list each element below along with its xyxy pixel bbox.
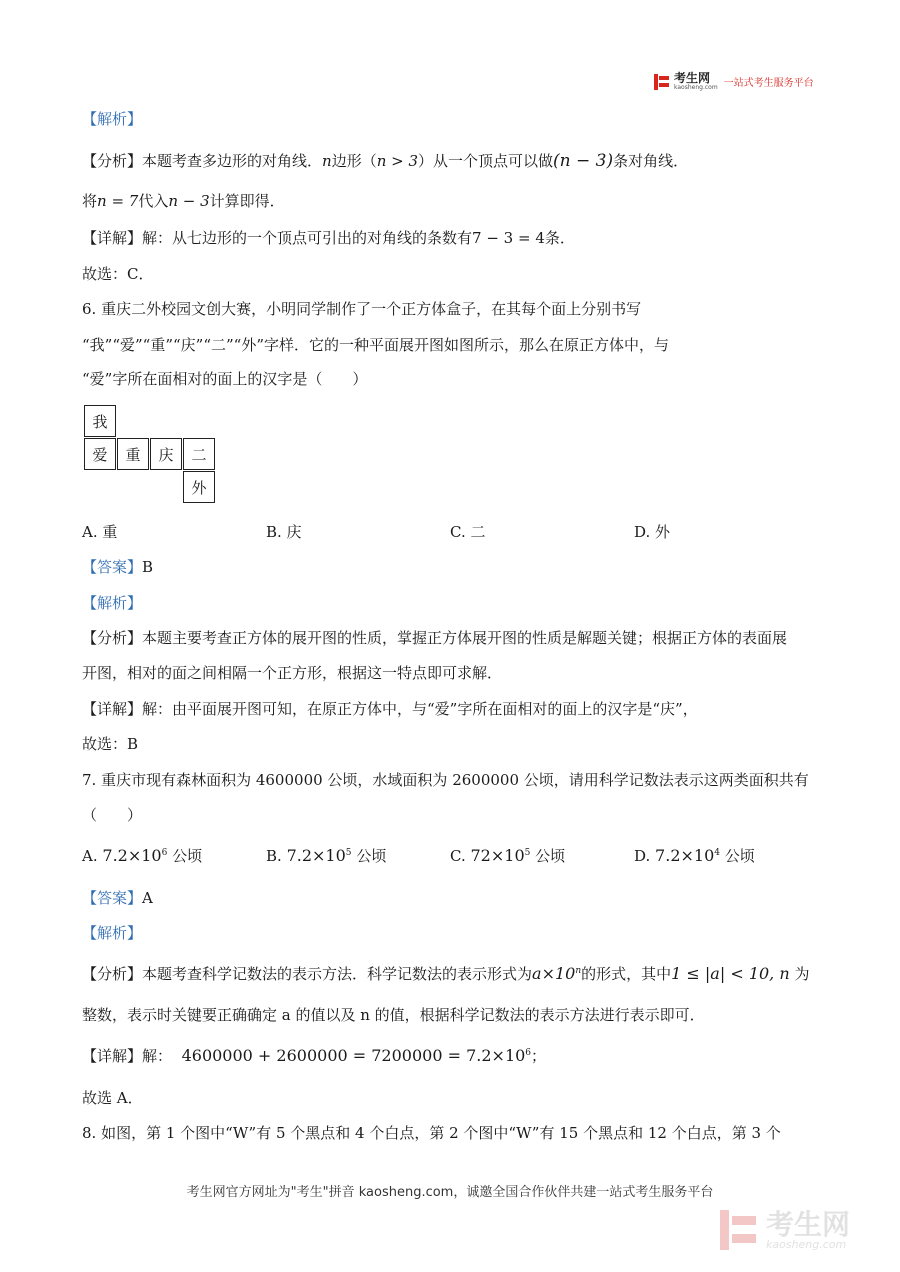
q7-option-d-label: D.	[634, 847, 651, 865]
q7-option-b-base: 7.2×10	[286, 846, 346, 865]
logo-name: 考生网	[674, 71, 711, 85]
watermark-domain: kaosheng.com	[766, 1237, 847, 1251]
q5-fenxi-text-a: 本题考查多边形的对角线．	[142, 152, 323, 170]
q6-detail-text: 解：由平面展开图可知，在原正方体中，与“爱”字所在面相对的面上的汉字是“庆”，	[142, 700, 698, 718]
q5-detail-tag: 【详解】	[82, 229, 143, 247]
q7-option-d	[634, 845, 755, 867]
net-cell-ai: 爱	[84, 438, 116, 470]
q7-option-b-exp: 5	[345, 848, 352, 858]
q7-fenxi-range: 1 ≤ |a| < 10, n	[671, 964, 790, 983]
q6-fenxi-line1-text: 本题主要考查正方体的展开图的性质，掌握正方体展开图的性质是解题关键；根据正方体的表面展	[142, 629, 788, 647]
q5-fenxi-expr: (n − 3)	[553, 151, 614, 171]
watermark-logo-icon	[716, 1208, 760, 1252]
q7-option-b	[266, 845, 386, 867]
q7-answer-tag: 【答案】	[82, 889, 143, 907]
logo-domain: kaosheng.com	[674, 84, 718, 91]
q7-stem-line1: 7. 重庆市现有森林面积为 4600000 公顷，水域面积为 2600000 公顷，请用科学记数法表示这两类面积共有	[82, 771, 809, 789]
q7-option-d-unit: 公顷	[724, 847, 755, 865]
q7-option-d-exp: 4	[714, 848, 720, 858]
q6-stem-line3: “爱”字所在面相对的面上的汉字是（ ）	[82, 370, 368, 388]
q6-answer-tag: 【答案】	[82, 558, 143, 576]
q7-option-d-base: 7.2×10	[655, 846, 715, 865]
q7-option-a-base: 7.2×10	[102, 846, 162, 865]
q6-option-a: A. 重	[82, 523, 118, 541]
net-cell-er: 二	[183, 438, 215, 470]
q5-line2-a: 将	[82, 192, 98, 210]
q5-analysis-tag: 【解析】	[82, 110, 143, 128]
header-slogan: 一站式考生服务平台	[723, 78, 814, 89]
q7-option-a-unit: 公顷	[172, 847, 203, 865]
q5-line2-eq: n = 7	[97, 192, 139, 210]
q7-detail	[82, 1045, 546, 1067]
q5-fenxi-tag: 【分析】	[82, 152, 143, 170]
q7-option-c-exp: 5	[524, 848, 531, 858]
q6-answer	[82, 556, 153, 578]
q7-detail-tag: 【详解】	[82, 1047, 143, 1065]
q6-option-c: C. 二	[450, 523, 486, 541]
q7-fenxi-form-base: a×10	[532, 964, 576, 983]
net-cell-wo: 我	[84, 405, 116, 437]
kaosheng-logo-icon	[652, 73, 670, 91]
q6-choice: 故选：B	[82, 735, 139, 753]
q6-option-b: B. 庆	[266, 523, 302, 541]
q7-option-a-exp: 6	[161, 848, 168, 858]
q5-fenxi-cond: n > 3	[376, 152, 419, 170]
watermark-logo	[716, 1208, 850, 1252]
q7-option-c-label: C.	[450, 847, 466, 865]
q7-option-c	[450, 845, 565, 867]
q5-line2-c: 计算即得．	[209, 192, 285, 210]
q7-option-c-base: 72×10	[470, 846, 525, 865]
q6-fenxi-tag: 【分析】	[82, 629, 143, 647]
q7-detail-a: 解：	[142, 1047, 173, 1065]
q6-option-d: D. 外	[634, 523, 671, 541]
q7-option-c-unit: 公顷	[535, 847, 566, 865]
q6-detail-tag: 【详解】	[82, 700, 143, 718]
q5-fenxi-text-b: 边形（	[331, 152, 377, 170]
q7-option-a-label: A.	[82, 847, 98, 865]
q7-option-a	[82, 845, 202, 867]
net-cell-zhong: 重	[117, 438, 149, 470]
q5-detail-text: 解：从七边形的一个顶点可引出的对角线的条数有	[142, 229, 473, 247]
watermark-name: 考生网	[766, 1207, 851, 1241]
q7-fenxi-a: 本题考查科学记数法的表示方法．科学记数法的表示形式为	[142, 965, 533, 983]
q5-fenxi	[82, 150, 688, 172]
q7-fenxi-form-exp: n	[575, 966, 582, 976]
q7-option-b-unit: 公顷	[356, 847, 387, 865]
q5-fenxi-text-d: 条对角线．	[613, 152, 689, 170]
q7-choice: 故选 A．	[82, 1089, 143, 1107]
q5-choice: 故选：C．	[82, 265, 154, 283]
q8-stem-line1: 8. 如图，第 1 个图中“W”有 5 个黑点和 4 个白点，第 2 个图中“W”有 15 个黑点和 12 个白点，第 3 个	[82, 1124, 781, 1142]
q7-stem-line2: （ ）	[82, 806, 143, 824]
q7-answer-value: A	[142, 889, 153, 907]
q6-fenxi-line2: 开图，相对的面之间相隔一个正方形，根据这一特点即可求解．	[82, 664, 503, 682]
q5-line2-expr: n − 3	[168, 192, 210, 210]
net-cell-wai: 外	[183, 471, 215, 503]
q5-detail-expr: 7 − 3 = 4	[472, 229, 545, 247]
q6-answer-value: B	[142, 558, 154, 576]
q7-fenxi-tag: 【分析】	[82, 965, 143, 983]
q7-analysis-tag: 【解析】	[82, 924, 143, 942]
q6-detail	[82, 698, 698, 720]
q6-stem-line1: 6. 重庆二外校园文创大赛，小明同学制作了一个正方体盒子，在其每个面上分别书写	[82, 300, 642, 318]
q7-fenxi-c: 为	[794, 965, 810, 983]
q5-detail-end: 条．	[544, 229, 575, 247]
q7-detail-end: ；	[531, 1047, 547, 1065]
q5-line2	[82, 190, 285, 212]
q7-detail-exp: 6	[525, 1048, 532, 1058]
q7-fenxi-line1	[82, 963, 809, 985]
net-cell-qing: 庆	[150, 438, 182, 470]
q6-fenxi-line1	[82, 627, 787, 649]
page-footer: 考生网官方网址为"考生"拼音 kaosheng.com，诚邀全国合作伙伴共建一站式考生服务平台	[186, 1185, 714, 1200]
q7-fenxi-line2: 整数，表示时关键要正确确定 a 的值以及 n 的值，根据科学记数法的表示方法进行表示即可．	[82, 1006, 705, 1024]
q7-fenxi-b: 的形式，其中	[581, 965, 672, 983]
q5-fenxi-n: n	[322, 152, 332, 170]
q7-option-b-label: B.	[266, 847, 282, 865]
q7-answer	[82, 887, 153, 909]
q5-detail	[82, 227, 575, 249]
q5-fenxi-text-c: ）从一个顶点可以做	[418, 152, 554, 170]
q7-detail-expr: 4600000 + 2600000 = 7200000 = 7.2×10	[181, 1046, 526, 1065]
q6-analysis-tag: 【解析】	[82, 594, 143, 612]
header-logo	[652, 72, 814, 91]
q5-line2-b: 代入	[138, 192, 169, 210]
q6-stem-line2: “我”“爱”“重”“庆”“二”“外”字样．它的一种平面展开图如图所示，那么在原正方体中，与	[82, 336, 670, 354]
